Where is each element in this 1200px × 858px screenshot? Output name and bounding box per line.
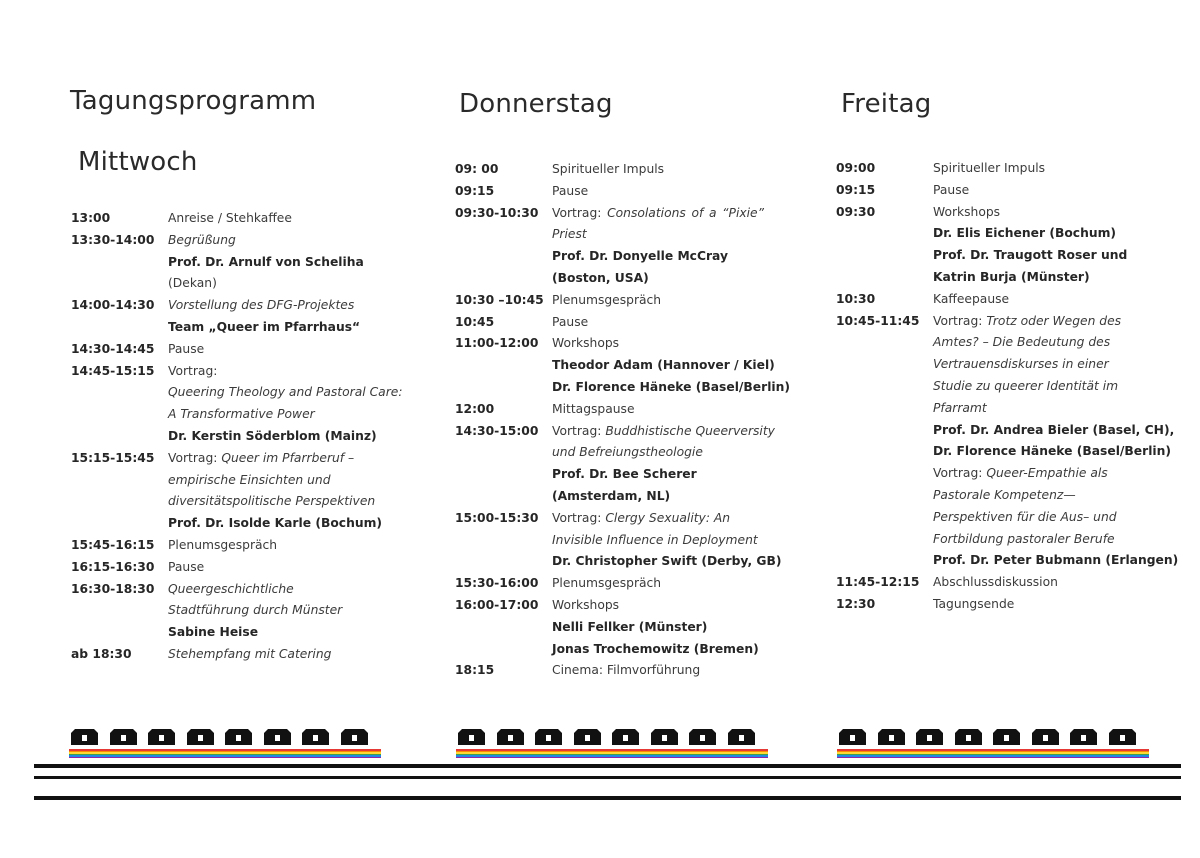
house-icon [610, 727, 641, 745]
session-line: empirische Einsichten und [168, 472, 331, 487]
schedule-row [71, 208, 411, 230]
session-text [552, 551, 782, 573]
schedule-row [455, 399, 800, 421]
schedule-row [455, 355, 800, 399]
schedule-row [455, 159, 800, 181]
session-text [552, 508, 764, 552]
house-icon [69, 727, 100, 745]
schedule-row [71, 557, 411, 579]
time-label: 16:30-18:30 [71, 581, 155, 596]
house-icon [533, 727, 564, 745]
session-line: Workshops [933, 204, 1001, 219]
schedule-row [71, 513, 411, 535]
house-icon [262, 727, 293, 745]
schedule-row [455, 595, 800, 617]
schedule-row [455, 312, 800, 334]
session-line: Mittagspause [552, 401, 635, 416]
session-line: Nelli Fellker (Münster) [552, 619, 708, 634]
schedule-row [836, 289, 1186, 311]
session-line: Dr. Florence Häneke (Basel/Berlin) [933, 444, 1171, 459]
time-label: 11:45-12:15 [836, 575, 920, 590]
schedule-row [71, 535, 411, 557]
session-line: Cinema: Filmvorführung [552, 663, 701, 678]
session-line: Dr. Elis Eichener (Bochum) [933, 226, 1117, 241]
session-text [168, 644, 408, 666]
session-line: Plenumsgespräch [552, 292, 662, 307]
session-line: Vorstellung des DFG-Projektes [168, 298, 355, 313]
time-label: 10:45 [455, 314, 495, 329]
house-icon [726, 727, 757, 745]
schedule-row [836, 550, 1186, 572]
house-icon [991, 727, 1022, 745]
session-line: Anreise / Stehkaffee [168, 211, 292, 225]
talk-title: Queer-Empathie als [986, 466, 1108, 481]
session-text [552, 464, 764, 508]
session-line: Plenumsgespräch [168, 537, 278, 552]
session-text [933, 572, 1173, 594]
time-label: 09: 00 [455, 162, 499, 176]
time-label: 14:00-14:30 [71, 298, 155, 313]
session-line: Begrüßung [168, 232, 236, 247]
session-line: (Amsterdam, NL) [552, 488, 671, 503]
house-icon [687, 727, 718, 745]
session-line: Queergeschichtliche [168, 581, 294, 596]
talk-title: Queer im Pfarrberuf – [221, 450, 355, 465]
schedule-row [71, 252, 411, 296]
page-title: Tagungsprogramm [70, 86, 317, 116]
session-text [168, 448, 408, 513]
house-icon [108, 727, 139, 745]
house-icon [456, 727, 487, 745]
session-text [552, 573, 764, 595]
schedule-row [71, 579, 411, 623]
schedule-row [455, 333, 800, 355]
schedule-row [455, 508, 800, 552]
schedule-row [455, 464, 800, 508]
session-text [552, 355, 790, 399]
time-label: 16:15-16:30 [71, 559, 155, 574]
line-prefix: Vortrag: [168, 450, 222, 465]
line-prefix: Vortrag: [552, 205, 608, 220]
time-label: 12:30 [836, 596, 876, 611]
session-text [168, 622, 408, 644]
session-text [552, 312, 764, 334]
schedule-row [836, 202, 1186, 224]
session-line: Prof. Dr. Andrea Bieler (Basel, CH), [933, 422, 1175, 437]
time-label: 10:45-11:45 [836, 313, 920, 328]
session-line: Pause [552, 183, 589, 198]
schedule-row [455, 660, 800, 682]
session-line: Prof. Dr. Arnulf von Scheliha [168, 254, 364, 269]
session-line: Dr. Kerstin Söderblom (Mainz) [168, 428, 377, 443]
time-label: 10:30 –10:45 [455, 292, 544, 307]
session-text [933, 223, 1173, 288]
session-line: diversitätspolitische Perspektiven [168, 494, 376, 509]
session-text [168, 208, 408, 230]
house-icon [953, 727, 984, 745]
schedule-row [71, 339, 411, 361]
session-text [552, 290, 764, 312]
divider-line [34, 776, 1181, 779]
session-text [552, 203, 764, 247]
schedule-row [455, 551, 800, 573]
session-line: Theodor Adam (Hannover / Kiel) [552, 358, 775, 373]
session-text [552, 617, 764, 661]
rainbow-stripe [456, 749, 768, 758]
day-heading-freitag: Freitag [841, 89, 932, 119]
session-line: Spiritueller Impuls [933, 161, 1046, 175]
session-line: Plenumsgespräch [552, 576, 662, 591]
session-text [933, 550, 1179, 572]
session-text [552, 421, 775, 465]
time-label: 14:30-15:00 [455, 423, 539, 438]
session-line: Tagungsende [933, 596, 1015, 611]
session-line: Prof. Dr. Donyelle McCray [552, 249, 728, 264]
house-icon [649, 727, 680, 745]
talk-title: Consolations of a “Pixie” [607, 205, 764, 220]
schedule-row [836, 420, 1186, 464]
session-line: Priest [552, 227, 587, 242]
session-line: Studie zu queerer Identität im [933, 378, 1119, 393]
day-heading-mittwoch: Mittwoch [78, 147, 198, 177]
session-line: Pastorale Kompetenz— [933, 487, 1076, 502]
session-line: (Boston, USA) [552, 270, 649, 285]
house-icon [914, 727, 945, 745]
session-text [552, 660, 764, 682]
session-line: Katrin Burja (Münster) [933, 269, 1090, 284]
time-label: 09:15 [455, 183, 495, 198]
session-text [552, 159, 764, 181]
session-line: Jonas Trochemowitz (Bremen) [552, 641, 759, 656]
session-line: Stehempfang mit Catering [168, 646, 332, 661]
schedule-row [71, 317, 411, 339]
house-icon [339, 727, 370, 745]
session-line: Prof. Dr. Traugott Roser und [933, 248, 1128, 263]
time-label: 13:30-14:00 [71, 232, 155, 247]
session-text [168, 579, 408, 623]
house-icon [146, 727, 177, 745]
session-text [933, 158, 1173, 180]
session-line: Pause [168, 341, 205, 356]
session-line: Vortrag: [168, 363, 218, 378]
schedule-row [455, 573, 800, 595]
line-prefix: Vortrag: [933, 313, 987, 328]
schedule-row [455, 203, 800, 247]
session-line [933, 463, 1173, 485]
session-line: Stadtführung durch Münster [168, 603, 343, 618]
schedule-row [455, 421, 800, 465]
session-text [552, 333, 764, 355]
session-line: Invisible Influence in Deployment [552, 532, 758, 547]
schedule-donnerstag [455, 159, 800, 682]
schedule-row [836, 158, 1186, 180]
house-icon [572, 727, 603, 745]
time-label: 09:30-10:30 [455, 205, 539, 220]
time-label: 09:30 [836, 204, 876, 219]
schedule-row [71, 426, 411, 448]
house-icon [1107, 727, 1138, 745]
schedule-row [836, 223, 1186, 288]
house-icon [185, 727, 216, 745]
schedule-row [836, 311, 1186, 420]
session-text [552, 399, 764, 421]
session-text [552, 595, 764, 617]
session-line: Fortbildung pastoraler Berufe [933, 531, 1115, 546]
house-icon [876, 727, 907, 745]
schedule-row [455, 290, 800, 312]
session-line: Workshops [552, 597, 620, 612]
schedule-row [455, 181, 800, 203]
line-prefix: Vortrag: [552, 423, 606, 438]
session-line: Pfarramt [933, 400, 987, 415]
time-label: 14:45-15:15 [71, 363, 155, 378]
session-line: Amtes? – Die Bedeutung des [933, 335, 1111, 350]
talk-title: Buddhistische Queerversity [605, 423, 775, 438]
session-text [933, 594, 1173, 616]
house-row-decoration [837, 727, 1149, 761]
divider-line [34, 796, 1181, 800]
session-line [552, 421, 775, 443]
time-label: 18:15 [455, 663, 495, 678]
session-text [933, 420, 1173, 464]
house-icon [300, 727, 331, 745]
rainbow-stripe [69, 749, 381, 758]
session-text [168, 317, 408, 339]
session-line: Kaffeepause [933, 291, 1010, 306]
session-text [933, 202, 1173, 224]
session-line: Pause [168, 559, 205, 574]
session-text [168, 339, 408, 361]
session-text [933, 289, 1173, 311]
session-line: A Transformative Power [168, 407, 315, 422]
schedule-row [71, 448, 411, 513]
session-text [168, 252, 408, 296]
session-text [933, 311, 1173, 420]
day-heading-donnerstag: Donnerstag [459, 89, 613, 119]
schedule-row [455, 617, 800, 661]
talk-title: Trotz oder Wegen des [986, 313, 1122, 328]
time-label: 14:30-14:45 [71, 341, 155, 356]
house-icon [1068, 727, 1099, 745]
session-line: Pause [933, 182, 970, 197]
session-text [168, 513, 408, 535]
session-text [552, 246, 764, 290]
session-line: Team „Queer im Pfarrhaus“ [168, 319, 361, 334]
time-label: 15:00-15:30 [455, 510, 539, 525]
rainbow-stripe [837, 749, 1149, 758]
time-label: 09:15 [836, 182, 876, 197]
session-line: Prof. Dr. Isolde Karle (Bochum) [168, 516, 383, 531]
schedule-row [836, 572, 1186, 594]
session-line: und Befreiungstheologie [552, 445, 703, 460]
session-line: Pause [552, 314, 589, 329]
session-line: Queering Theology and Pastoral Care: [168, 385, 403, 400]
time-label: 10:30 [836, 291, 876, 306]
session-text [933, 180, 1173, 202]
divider-line [34, 764, 1181, 768]
session-line [552, 203, 764, 225]
time-label: 15:15-15:45 [71, 450, 155, 465]
time-label: 13:00 [71, 211, 111, 225]
session-text [168, 426, 408, 448]
session-line: Abschlussdiskussion [933, 575, 1058, 590]
session-line [552, 508, 764, 530]
line-prefix: Vortrag: [552, 510, 606, 525]
session-line: (Dekan) [168, 276, 217, 291]
session-line: Workshops [552, 336, 620, 351]
house-icon [837, 727, 868, 745]
session-line: Dr. Christopher Swift (Derby, GB) [552, 554, 782, 569]
time-label: 11:00-12:00 [455, 336, 539, 351]
time-label: ab 18:30 [71, 646, 132, 661]
session-line: Spiritueller Impuls [552, 162, 665, 176]
session-line: Vertrauensdiskurses in einer [933, 357, 1109, 372]
session-text [552, 181, 764, 203]
session-text [168, 535, 408, 557]
session-text [168, 557, 408, 579]
session-text [933, 463, 1173, 550]
session-text [168, 295, 408, 317]
session-line: Dr. Florence Häneke (Basel/Berlin) [552, 379, 790, 394]
schedule-row [836, 180, 1186, 202]
schedule-row [71, 361, 411, 426]
schedule-mittwoch [71, 208, 411, 666]
house-icon [223, 727, 254, 745]
time-label: 09:00 [836, 161, 876, 175]
session-line [168, 448, 408, 470]
time-label: 15:45-16:15 [71, 537, 155, 552]
time-label: 15:30-16:00 [455, 576, 539, 591]
schedule-row [71, 622, 411, 644]
house-icon [1030, 727, 1061, 745]
talk-title: Clergy Sexuality: An [605, 510, 731, 525]
house-icon [495, 727, 526, 745]
time-label: 12:00 [455, 401, 495, 416]
schedule-row [455, 246, 800, 290]
schedule-row [71, 230, 411, 252]
session-line: Prof. Dr. Bee Scherer [552, 467, 697, 482]
session-line: Sabine Heise [168, 625, 259, 640]
house-row-decoration [456, 727, 768, 761]
schedule-freitag [836, 158, 1186, 616]
session-line: Prof. Dr. Peter Bubmann (Erlangen) [933, 553, 1179, 568]
schedule-row [836, 594, 1186, 616]
session-line [933, 311, 1173, 333]
session-text [168, 361, 408, 426]
schedule-row [71, 644, 411, 666]
schedule-row [836, 463, 1186, 550]
session-line: Perspektiven für die Aus– und [933, 509, 1117, 524]
house-row-decoration [69, 727, 381, 761]
session-text [168, 230, 408, 252]
line-prefix: Vortrag: [933, 466, 987, 481]
schedule-row [71, 295, 411, 317]
time-label: 16:00-17:00 [455, 597, 539, 612]
